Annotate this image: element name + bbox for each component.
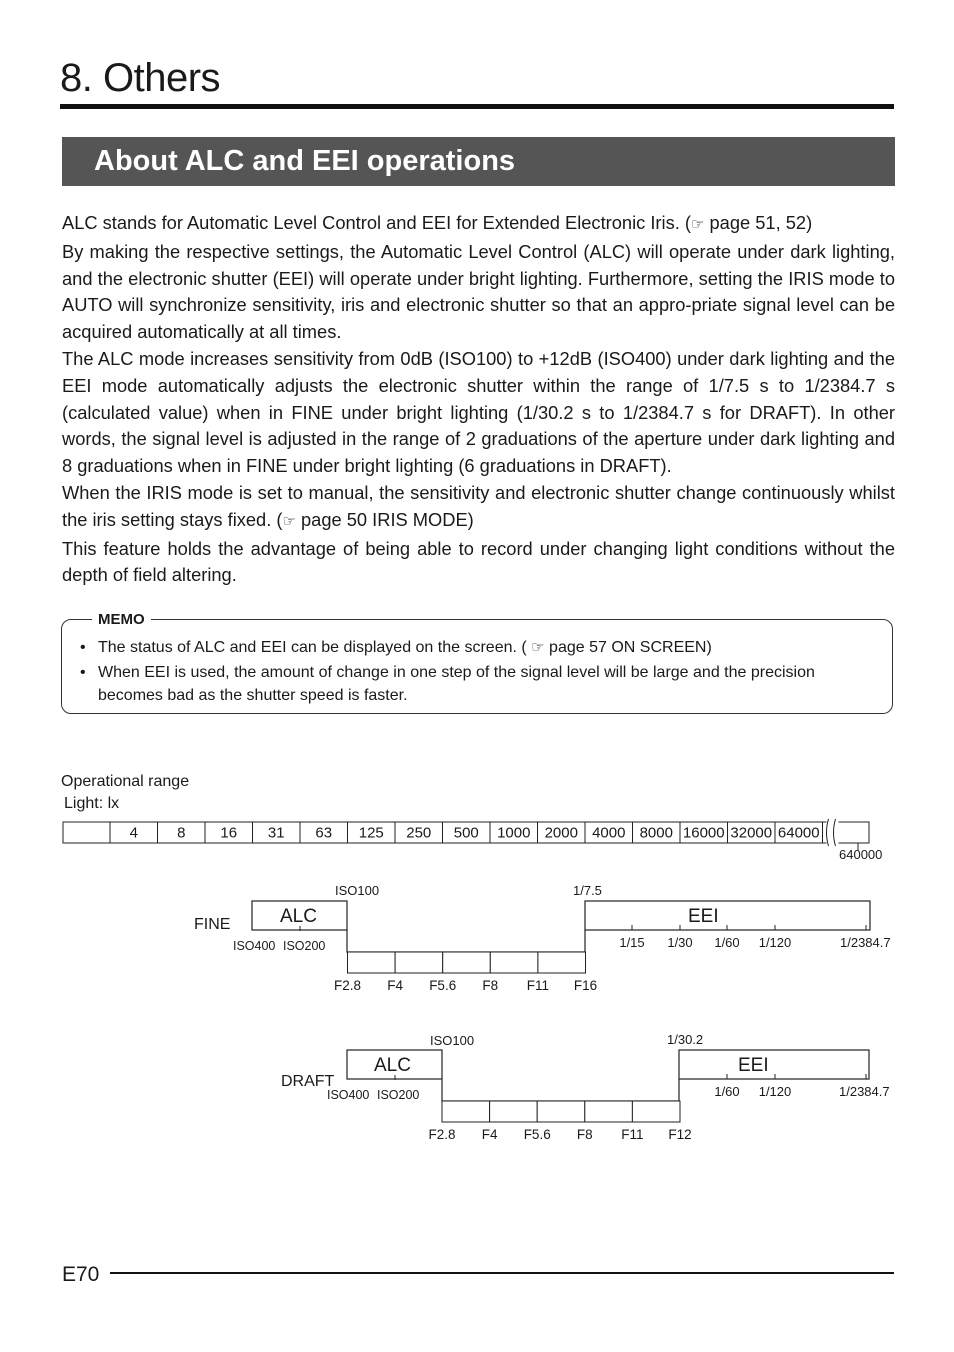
light-value: 8 (177, 824, 186, 842)
light-value: 2000 (544, 824, 578, 842)
draft-aperture-scale (428, 1101, 691, 1142)
page-reference-icon: ☞ (531, 639, 545, 656)
aperture-label: F2.8 (428, 1127, 456, 1142)
light-value: 250 (406, 824, 432, 842)
draft-iso200-label: ISO200 (377, 1088, 420, 1102)
aperture-label: F16 (573, 978, 598, 993)
section-title: About ALC and EEI operations (94, 145, 516, 177)
aperture-cell (490, 1101, 538, 1122)
fine-row (194, 883, 891, 993)
aperture-cell (395, 952, 443, 973)
light-value: 4000 (592, 824, 626, 842)
light-value: 4 (129, 824, 138, 842)
aperture-cell (490, 952, 538, 973)
paragraph: This feature holds the advantage of being able to record under changing light conditions without the depth of field altering. (62, 537, 895, 586)
light-unit-label: Light: lx (64, 795, 120, 812)
light-end-value: 640000 (839, 847, 883, 862)
fine-aperture-scale (334, 952, 597, 993)
draft-iso400-label: ISO400 (327, 1088, 370, 1102)
aperture-label: F2.8 (333, 978, 362, 993)
break-mask (827, 819, 839, 846)
fine-connector (347, 930, 585, 952)
memo-item (80, 661, 880, 707)
light-value: 16000 (682, 824, 725, 842)
footer-rule (110, 1272, 894, 1274)
fine-shutter-1-30: 1/30 (667, 935, 693, 950)
aperture-label: F5.6 (523, 1127, 551, 1142)
draft-alc-label: ALC (374, 1055, 411, 1076)
fine-iso100-label: ISO100 (335, 883, 380, 898)
aperture-label: F5.6 (429, 978, 457, 993)
light-value: 125 (358, 824, 384, 842)
aperture-cell (632, 1101, 680, 1122)
aperture-cell (537, 1101, 585, 1122)
draft-iso100-label: ISO100 (430, 1033, 475, 1048)
memo-text: When EEI is used, the amount of change in one step of the signal level will be large and the precision becomes bad as the shutter speed is faster. (98, 664, 815, 704)
fine-shutter-1-60: 1/60 (714, 935, 740, 950)
page-reference-icon: ☞ (282, 512, 296, 530)
fine-iso200-label: ISO200 (283, 939, 326, 953)
aperture-label: F4 (481, 1127, 498, 1142)
fine-alc-label: ALC (280, 906, 317, 927)
draft-mode-label: DRAFT (281, 1073, 335, 1090)
fine-shutter-1-15: 1/15 (619, 935, 645, 950)
fine-shutter-start-label: 1/7.5 (573, 883, 602, 898)
aperture-cell (442, 1101, 490, 1122)
paragraph: By making the respective settings, the Automatic Level Control (ALC) will operate under dark lighting, and the electronic shutter (EEI) will operate under bright lighting. Furthermore, setting the IRIS mode to AUTO will synchronize sensitivity, iris and electronic shutter so that an appro-priate signal level can be acquired automatically at all times. (62, 240, 895, 343)
draft-eei-label: EEI (738, 1055, 769, 1076)
aperture-label: F8 (576, 1127, 593, 1142)
fine-shutter-1-120: 1/120 (758, 935, 792, 950)
aperture-label: F8 (482, 978, 499, 993)
paragraph-text: When the IRIS mode is set to manual, the sensitivity and electronic shutter change continuously whilst the iris setting stays fixed. ( (62, 481, 895, 530)
light-value: 32000 (730, 824, 773, 842)
paragraph: The ALC mode increases sensitivity from 0dB (ISO100) to +12dB (ISO400) under dark lighting and the EEI mode automatically adjusts the electronic shutter within the range of 1/7.5 s to 1/2384.7 s (calculated value) when in FINE under bright lighting (1/30.2 s to 1/2384.7 s for DRAFT). In other words, the signal level is adjusted in the range of 2 graduations of the aperture under dark lighting and 8 graduations when in FINE under bright lighting (6 graduations in DRAFT). (62, 347, 895, 477)
aperture-cell (348, 952, 396, 973)
page-number: E70 (62, 1263, 100, 1286)
fine-mode-label: FINE (194, 916, 231, 933)
light-cell (63, 822, 110, 843)
alc-eei-diagram (0, 815, 954, 1175)
fine-eei-label: EEI (688, 906, 719, 927)
aperture-label: F4 (387, 978, 403, 993)
page-reference-icon: ☞ (690, 216, 705, 233)
bullet: • (80, 639, 86, 656)
light-value: 500 (453, 824, 479, 842)
aperture-label: F12 (668, 1127, 692, 1142)
chapter-title: 8. Others (60, 56, 221, 100)
light-value: 1000 (497, 824, 531, 842)
paragraph-text: page 50 IRIS MODE) (295, 508, 474, 530)
paragraph-text: ALC stands for Automatic Level Control and EEI for Extended Electronic Iris. ( (62, 212, 691, 233)
memo-item (80, 636, 880, 659)
aperture-cell (585, 1101, 633, 1122)
aperture-label: F11 (621, 1127, 644, 1142)
draft-connector (442, 1079, 679, 1101)
draft-eei-box (679, 1050, 869, 1079)
paragraph (62, 480, 895, 536)
memo-label: MEMO (92, 611, 151, 628)
light-scale (63, 819, 869, 850)
fine-iso400-label: ISO400 (233, 939, 276, 953)
aperture-cell (443, 952, 491, 973)
paragraph (62, 210, 895, 239)
memo-text: The status of ALC and EEI can be displayed on the screen. ( (98, 639, 532, 656)
light-value: 63 (315, 824, 333, 842)
memo-list (80, 636, 880, 709)
memo-text: page 57 ON SCREEN) (544, 639, 712, 656)
chapter-rule (60, 104, 894, 109)
light-value: 8000 (639, 824, 673, 842)
body-text (62, 210, 895, 589)
draft-shutter-1-120: 1/120 (758, 1084, 792, 1099)
draft-row (281, 1032, 890, 1142)
light-value: 64000 (777, 824, 820, 842)
draft-shutter-start-label: 1/30.2 (667, 1032, 704, 1047)
paragraph-text: page 51, 52) (704, 212, 813, 233)
aperture-label: F11 (526, 978, 550, 993)
draft-shutter-1-60: 1/60 (714, 1084, 740, 1099)
light-value: 31 (267, 824, 285, 842)
fine-shutter-end: 1/2384.7 (840, 935, 891, 950)
bullet: • (80, 664, 86, 681)
operational-range-label: Operational range (61, 773, 190, 790)
light-value: 16 (220, 824, 238, 842)
draft-shutter-end: 1/2384.7 (839, 1084, 890, 1099)
aperture-cell (538, 952, 586, 973)
